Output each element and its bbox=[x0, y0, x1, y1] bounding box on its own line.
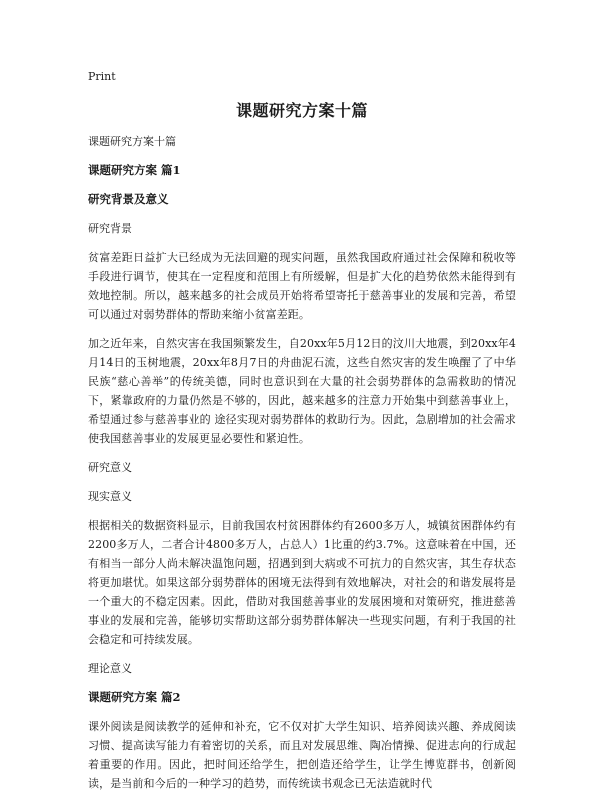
document-page bbox=[88, 62, 516, 803]
document-title: 课题研究方案十篇 bbox=[235, 101, 368, 120]
background-label: 研究背景 bbox=[88, 222, 132, 235]
print-label: Print bbox=[88, 70, 116, 83]
section2-heading: 课题研究方案 篇2 bbox=[88, 690, 181, 704]
section2-paragraph-1: 课外阅读是阅读教学的延伸和补充，它不仅对扩大学生知识、培养阅读兴趣、养成阅读习惯、提高读写能力有着密切的关系，而且对发展思维、陶冶情操、促进志向的行成起着重要的作用。因此，把时间还给学生，把创造还给学生，让学生博览群书，创新阅读，是当前和今后的一种学习的趋势，而传统读书观念已无法造就时代 bbox=[88, 720, 516, 790]
section1-paragraph-1: 贫富差距日益扩大已经成为无法回避的现实问题，虽然我国政府通过社会保障和税收等手段进行调节，使其在一定程度和范围上有所缓解，但是扩大化的趋势依然未能得到有效地控制。所以，越来越多的社会成员开始将希望寄托于慈善事业的发展和完善，希望可以通过对弱势群体的帮助来缩小贫富差距。 bbox=[88, 251, 516, 321]
practical-significance-label: 现实意义 bbox=[88, 490, 132, 503]
research-significance-label: 研究意义 bbox=[88, 461, 132, 474]
section1-heading: 课题研究方案 篇1 bbox=[88, 163, 181, 177]
section1-paragraph-3: 根据相关的数据资料显示，目前我国农村贫困群体约有2600多万人，城镇贫困群体约有2200多万人，二者合计4800多万人，占总人）1比重的约3.7%。这意味着在中国，还有相当一部分人尚未解决温饱问题，招遇到到大病或不可抗力的自然灾害，其生存状态将更加堪忧。如果这部分弱势群体的困境无法得到有效地解决，对社会的和谐发展将是一个重大的不稳定因素。因此，借助对我国慈善事业的发展困境和对策研究，推进慈善事业的发展和完善，能够切实帮助这部分弱势群体解决一些现实问题，有利于我国的社会稳定和可持续发展。 bbox=[88, 519, 516, 646]
section1-paragraph-2: 加之近年来，自然灾害在我国频繁发生，自20xx年5月12日的汶川大地震，到20xx年4月14日的玉树地震，20xx年8月7日的舟曲泥石流，这些自然灾害的发生唤醒了了中华民族“慈心善举”的传统美德，同时也意识到在大量的社会弱势群体的急需救助的情况下，紧靠政府的力量仍然是不够的，因此，越来越多的注意力开始集中到慈善事业上，希望通过参与慈善事业的 途径实现对弱势群体的救助行为。因此，急剧增加的社会需求使我国慈善事业的发展更显必要性和紧迫性。 bbox=[88, 337, 516, 445]
document-subtitle: 课题研究方案十篇 bbox=[88, 135, 176, 148]
theory-significance-label: 理论意义 bbox=[88, 662, 132, 675]
background-heading: 研究背景及意义 bbox=[88, 192, 169, 206]
